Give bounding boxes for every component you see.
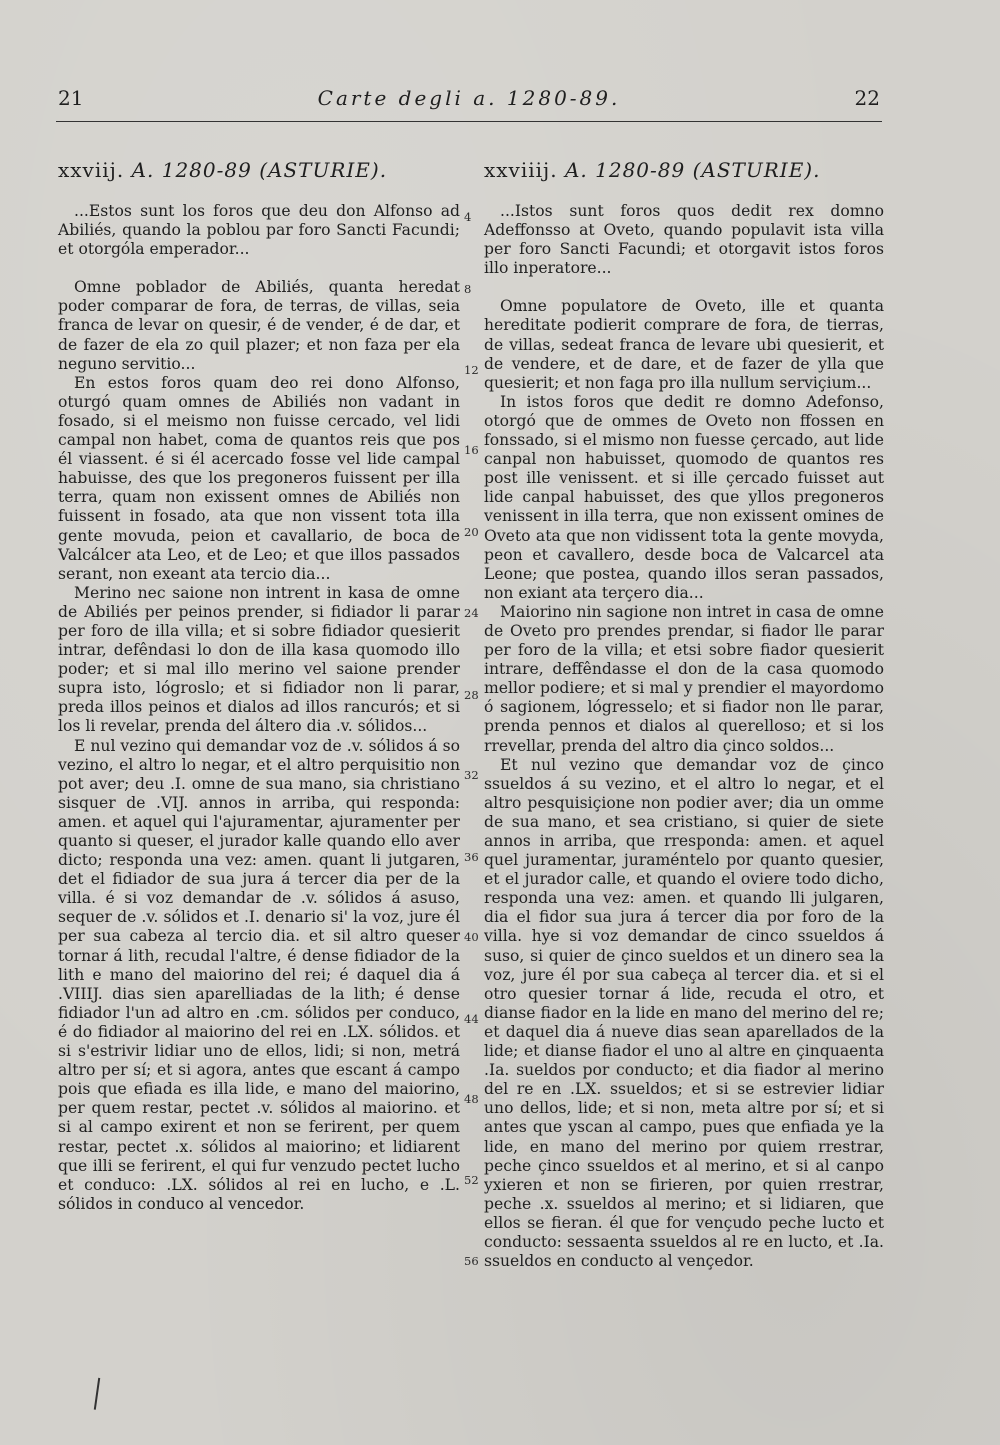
right-title-date: A. 1280-89 (ASTURIE). <box>564 158 821 182</box>
page-number-right: 22 <box>854 86 880 110</box>
line-number: 36 <box>464 850 479 864</box>
line-number: 8 <box>464 282 472 296</box>
line-number: 20 <box>464 525 479 539</box>
running-head <box>58 86 880 112</box>
left-column-title <box>58 158 460 182</box>
left-paragraph-4: Merino nec saione non intrent in kasa de omne de Abiliés per peinos prender, si fidiador li parar per foro de illa villa; et si sobre fidiador quesierit intrar, defêndasi lo don de illa kasa quomodo illo poder; et si mal illo merino vel saione prender supra isto, lógroslo; et si fidiador non li parar, preda illos peinos et dialos ad illos rancurós; et si los li revelar, prenda del áltero dia .v. sólidos... <box>58 583 460 736</box>
right-column <box>484 158 884 1271</box>
right-paragraph-5: Et nul vezino que demandar voz de çinco ssueldos á su vezino, et el altro lo negar, et el altro pesquisiçione non podier aver; dia un omme de sua mano, et sea cristiano, si quier de siete annos in arriba, que rresponda: amen. et aquel quel juramentar, juraméntelo por quanto quesier, et el jurador calle, et quando el oviere todo dicho, responda una vez: amen. et quando lli julgaren, dia el fidor sua jura á tercer dia por foro de la villa. hye si voz demandar de cinco ssueldos á suso, si quier de çinco sueldos et un dinero sea la voz, jure él por sua cabeça al tercer dia. et si el otro quesier tornar á lide, recuda el otro, et dianse fiador en la lide en mano del merino del re; et daquel dia á nueve dias sean aparellados de la lide; et dianse fiador el uno al altre en çinquaenta .Ia. sueldos por conducto; et dia fiador al merino del re en .LX. ssueldos; et si se estrevier lidiar uno dellos, lide; et si non, meta altre por sí; et si antes que yscan al campo, pues que enfiada ye la lide, en mano del merino por quiem rrestrar, peche çinco ssueldos et al merino, et si al canpo yxieren et non se firieren, por quien rrestrar, peche .x. ssueldos al merino; et si lidiaren, que ellos se fieran. él que for vençudo peche lucto et conducto: sessaenta ssueldos al re en lucto, et .Ia. ssueldos en conducto al vençedor. <box>484 755 884 1271</box>
left-column <box>58 158 460 1214</box>
right-paragraph-2: Omne populatore de Oveto, ille et quanta hereditate podierit comprare de fora, de tierras, de villas, sedeat franca de levare ubi quesierit, et de vendere, et de dare, et de fazer de ylla que quesierit; et non faga pro illa nullum serviçium... <box>484 297 884 392</box>
line-number: 24 <box>464 606 479 620</box>
left-paragraph-1: ...Estos sunt los foros que deu don Alfonso ad Abiliés, quando la poblou par foro Sancti Facundi; et otorgóla emperador... <box>58 202 460 259</box>
line-number: 52 <box>464 1173 479 1187</box>
left-paragraph-2: Omne poblador de Abiliés, quanta heredat poder comparar de fora, de terras, de villas, seia franca de levar on quesir, é de vender, é de dar, et de fazer de ela zo quil plazer; et non faza per ela neguno servitio... <box>58 278 460 373</box>
header-rule <box>56 121 882 122</box>
line-number: 48 <box>464 1092 479 1106</box>
page-number-left: 21 <box>58 86 84 110</box>
line-number: 4 <box>464 210 472 224</box>
right-column-title <box>484 158 884 182</box>
right-paragraph-3: In istos foros que dedit re domno Adefonso, otorgó que de ommes de Oveto non ffossen en fonssado, si el mismo non fuesse çercado, aut lide canpal non habuisset, quomodo de quantos res post ille venissent. et si ille çercado fuisset aut lide canpal habuisset, des que yllos pregoneros venissent in illa terra, que non exissent omines de Oveto ata que non vidissent tota la gente movyda, peon et cavallero, desde boca de Valcarcel ata Leone; que postea, quando illos seran passados, non exiant ata terçero dia... <box>484 392 884 602</box>
line-number: 12 <box>464 363 479 377</box>
line-number: 32 <box>464 768 479 782</box>
left-title-number: xxviij. <box>58 158 125 182</box>
line-number: 44 <box>464 1012 479 1026</box>
right-paragraph-1: ...Istos sunt foros quos dedit rex domno Adeffonsso at Oveto, quando populavit ista villa per foro Sancti Facundi; et otorgavit istos foros illo inperatore... <box>484 202 884 278</box>
left-paragraph-5: E nul vezino qui demandar voz de .v. sólidos á so vezino, el altro lo negar, et el altro perquisitio non pot aver; deu .I. omne de sua mano, sia christiano sisquer de .VIJ. annos in arriba, qui responda: amen. et aquel qui l'ajuramentar, ajuramenter per quanto si queser, el jurador kalle quando ello aver dicto; responda una vez: amen. quant li jutgaren, det el fidiador de sua jura á tercer dia per de la villa. é si voz demandar de .v. sólidos á asuso, sequer de .v. sólidos et .I. denario si' la voz, jure él per sua cabeza al tercio dia. et sil altro queser tornar á lith, recudal l'altre, é dense fidiador de la lith e mano del maiorino del rei; é daquel dia á .VIIIJ. dias sien aparelliadas de la lith; é dense fidiador l'un ad altro en .cm. sólidos per conduco, é do fidiador al maiorino del rei en .LX. sólidos. et si s'estrivir lidiar uno de ellos, lidi; si non, metrá altro per sí; et si agora, antes que escant á campo pois que efiada es illa lide, e mano del maiorino, per quem restar, pectet .v. sólidos al maiorino. et si al campo exirent et non se ferirent, per quem restar, pectet .x. sólidos al maiorino; et lidiarent que illi se ferirent, el qui fur venzudo pectet lucho et conduco: .LX. sólidos al rei en lucho, e .L. sólidos in conduco al vencedor. <box>58 736 460 1213</box>
ink-mark <box>94 1378 103 1410</box>
left-title-date: A. 1280-89 (ASTURIE). <box>131 158 388 182</box>
line-number: 56 <box>464 1254 479 1268</box>
line-number: 28 <box>464 688 479 702</box>
running-title: Carte degli a. 1280-89. <box>317 86 621 110</box>
right-title-number: xxviiij. <box>484 158 558 182</box>
left-paragraph-3: En estos foros quam deo rei dono Alfonso, oturgó quam omnes de Abiliés non vadant in fosado, si el meismo non fuisse cercado, vel lidi campal non habet, coma de quantos reis que pos él viassent. é si él acercado fosse vel lide campal habuisse, des que los pregoneros fuissent per illa terra, quam non exissent omnes de Abiliés non fuissent in fosado, ata que non vissent tota illa gente movuda, peion et cavallario, de boca de Valcálcer ata Leo, et de Leo; et que illos passados serant, non exeant ata tercio dia... <box>58 373 460 583</box>
line-number: 40 <box>464 930 479 944</box>
right-paragraph-4: Maiorino nin sagione non intret in casa de omne de Oveto pro prendes prendar, si fiador lle parar per foro de la villa; et etsi sobre fiador quesierit intrare, deffêndasse el don de la casa quomodo mellor podiere; et si mal y prendier el mayordomo ó sagionem, lógresselo; et si fiador non lle parar, prenda pennos et dialos al querelloso; et si los rrevellar, prenda del altro dia çinco soldos... <box>484 602 884 755</box>
line-number: 16 <box>464 443 479 457</box>
